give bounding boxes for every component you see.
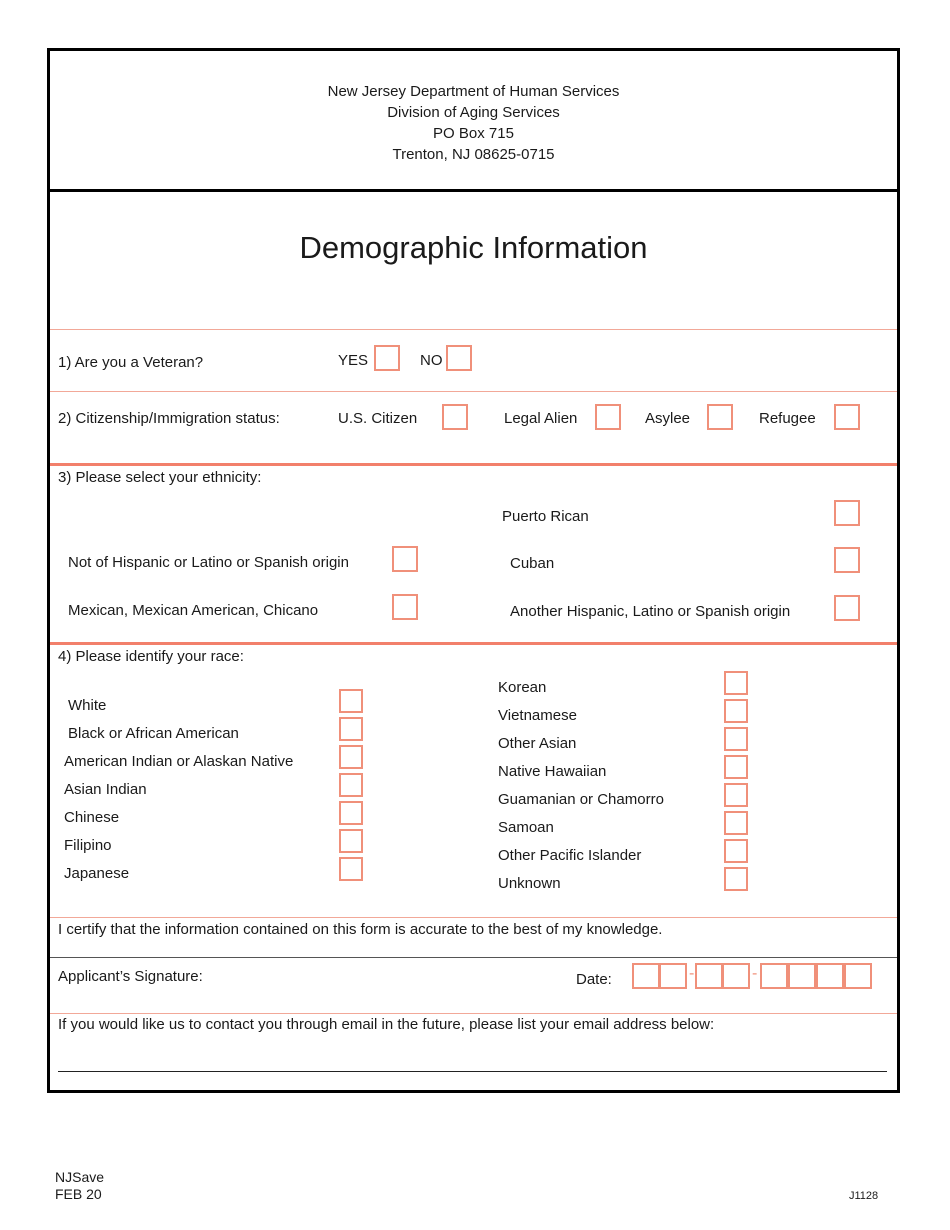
cuban-label: Cuban bbox=[510, 555, 555, 572]
date-separator-1: - bbox=[689, 965, 695, 982]
race-asian-indian-label: Asian Indian bbox=[64, 781, 147, 798]
cuban-checkbox[interactable] bbox=[834, 547, 860, 573]
race-american-indian-label: American Indian or Alaskan Native bbox=[64, 753, 294, 770]
asylee-checkbox[interactable] bbox=[707, 404, 733, 430]
race-unknown-checkbox[interactable] bbox=[724, 867, 748, 891]
race-chinese-label: Chinese bbox=[64, 809, 120, 826]
race-american-indian-checkbox[interactable] bbox=[339, 745, 363, 769]
puerto-rican-label: Puerto Rican bbox=[502, 508, 589, 525]
race-chinese-checkbox[interactable] bbox=[339, 801, 363, 825]
agency-line-4: Trenton, NJ 08625-0715 bbox=[392, 146, 555, 163]
date-day-digit-1[interactable] bbox=[695, 963, 723, 989]
citizen-checkbox[interactable] bbox=[442, 404, 468, 430]
footer-form-code: J1128 bbox=[849, 1190, 879, 1202]
form-frame bbox=[47, 48, 900, 1093]
date-year-digit-4[interactable] bbox=[844, 963, 872, 989]
veteran-no-checkbox[interactable] bbox=[446, 345, 472, 371]
race-other-asian-label: Other Asian bbox=[498, 735, 577, 752]
date-month-digit-1[interactable] bbox=[632, 963, 660, 989]
race-samoan-checkbox[interactable] bbox=[724, 811, 748, 835]
another-hispanic-checkbox[interactable] bbox=[834, 595, 860, 621]
race-vietnamese-checkbox[interactable] bbox=[724, 699, 748, 723]
race-guamanian-checkbox[interactable] bbox=[724, 783, 748, 807]
race-native-hawaiian-checkbox[interactable] bbox=[724, 755, 748, 779]
veteran-yes-checkbox[interactable] bbox=[374, 345, 400, 371]
q4-label: 4) Please identify your race: bbox=[58, 648, 244, 665]
race-asian-indian-checkbox[interactable] bbox=[339, 773, 363, 797]
not-hispanic-checkbox[interactable] bbox=[392, 546, 418, 572]
email-prompt: If you would like us to contact you through email in the future, please list your email address below: bbox=[58, 1016, 715, 1033]
agency-line-1: New Jersey Department of Human Services bbox=[327, 83, 620, 100]
divider-certify bbox=[50, 957, 897, 958]
another-hispanic-label: Another Hispanic, Latino or Spanish origin bbox=[510, 603, 791, 620]
legal-alien-checkbox[interactable] bbox=[595, 404, 621, 430]
race-japanese-checkbox[interactable] bbox=[339, 857, 363, 881]
mexican-checkbox[interactable] bbox=[392, 594, 418, 620]
race-unknown-label: Unknown bbox=[498, 875, 561, 892]
puerto-rican-checkbox[interactable] bbox=[834, 500, 860, 526]
form-title: Demographic Information bbox=[299, 230, 648, 265]
race-filipino-label: Filipino bbox=[64, 837, 112, 854]
asylee-label: Asylee bbox=[645, 410, 691, 427]
date-month-digit-2[interactable] bbox=[659, 963, 687, 989]
agency-line-2: Division of Aging Services bbox=[387, 104, 560, 121]
divider-header bbox=[50, 189, 897, 192]
race-filipino-checkbox[interactable] bbox=[339, 829, 363, 853]
race-black-label: Black or African American bbox=[68, 725, 239, 742]
race-other-asian-checkbox[interactable] bbox=[724, 727, 748, 751]
q1-label: 1) Are you a Veteran? bbox=[58, 354, 204, 371]
date-year-digit-1[interactable] bbox=[760, 963, 788, 989]
date-year-digit-2[interactable] bbox=[788, 963, 816, 989]
q1-yes-label: YES bbox=[338, 352, 369, 369]
footer-program: NJSave bbox=[55, 1169, 105, 1185]
certify-statement: I certify that the information contained on this form is accurate to the best of my knowledge. bbox=[58, 921, 663, 938]
refugee-checkbox[interactable] bbox=[834, 404, 860, 430]
q3-label: 3) Please select your ethnicity: bbox=[58, 469, 262, 486]
q1-no-label: NO bbox=[420, 352, 443, 369]
divider-q3 bbox=[50, 642, 897, 645]
race-guamanian-label: Guamanian or Chamorro bbox=[498, 791, 664, 808]
not-hispanic-label: Not of Hispanic or Latino or Spanish origin bbox=[68, 554, 349, 571]
footer-date: FEB 20 bbox=[55, 1186, 102, 1202]
date-day-digit-2[interactable] bbox=[722, 963, 750, 989]
divider-q1 bbox=[50, 391, 897, 392]
divider-signature bbox=[50, 1013, 897, 1014]
race-other-pacific-label: Other Pacific Islander bbox=[498, 847, 642, 864]
divider-title bbox=[50, 329, 897, 330]
date-label: Date: bbox=[576, 971, 612, 988]
refugee-label: Refugee bbox=[759, 410, 816, 427]
divider-q4 bbox=[50, 917, 897, 918]
citizen-label: U.S. Citizen bbox=[338, 410, 418, 427]
race-other-pacific-checkbox[interactable] bbox=[724, 839, 748, 863]
race-samoan-label: Samoan bbox=[498, 819, 554, 836]
race-vietnamese-label: Vietnamese bbox=[498, 707, 577, 724]
legal-alien-label: Legal Alien bbox=[504, 410, 578, 427]
mexican-label: Mexican, Mexican American, Chicano bbox=[68, 602, 319, 619]
divider-q2 bbox=[50, 463, 897, 466]
email-address-line[interactable] bbox=[58, 1071, 887, 1072]
race-korean-label: Korean bbox=[498, 679, 547, 696]
race-white-label: White bbox=[68, 697, 107, 714]
agency-line-3: PO Box 715 bbox=[433, 125, 514, 142]
race-black-checkbox[interactable] bbox=[339, 717, 363, 741]
race-korean-checkbox[interactable] bbox=[724, 671, 748, 695]
date-separator-2: - bbox=[752, 965, 758, 982]
signature-label: Applicant’s Signature: bbox=[58, 968, 203, 985]
race-japanese-label: Japanese bbox=[64, 865, 130, 882]
date-year-digit-3[interactable] bbox=[816, 963, 844, 989]
agency-address bbox=[50, 81, 897, 165]
race-white-checkbox[interactable] bbox=[339, 689, 363, 713]
race-native-hawaiian-label: Native Hawaiian bbox=[498, 763, 607, 780]
q2-label: 2) Citizenship/Immigration status: bbox=[58, 410, 280, 427]
